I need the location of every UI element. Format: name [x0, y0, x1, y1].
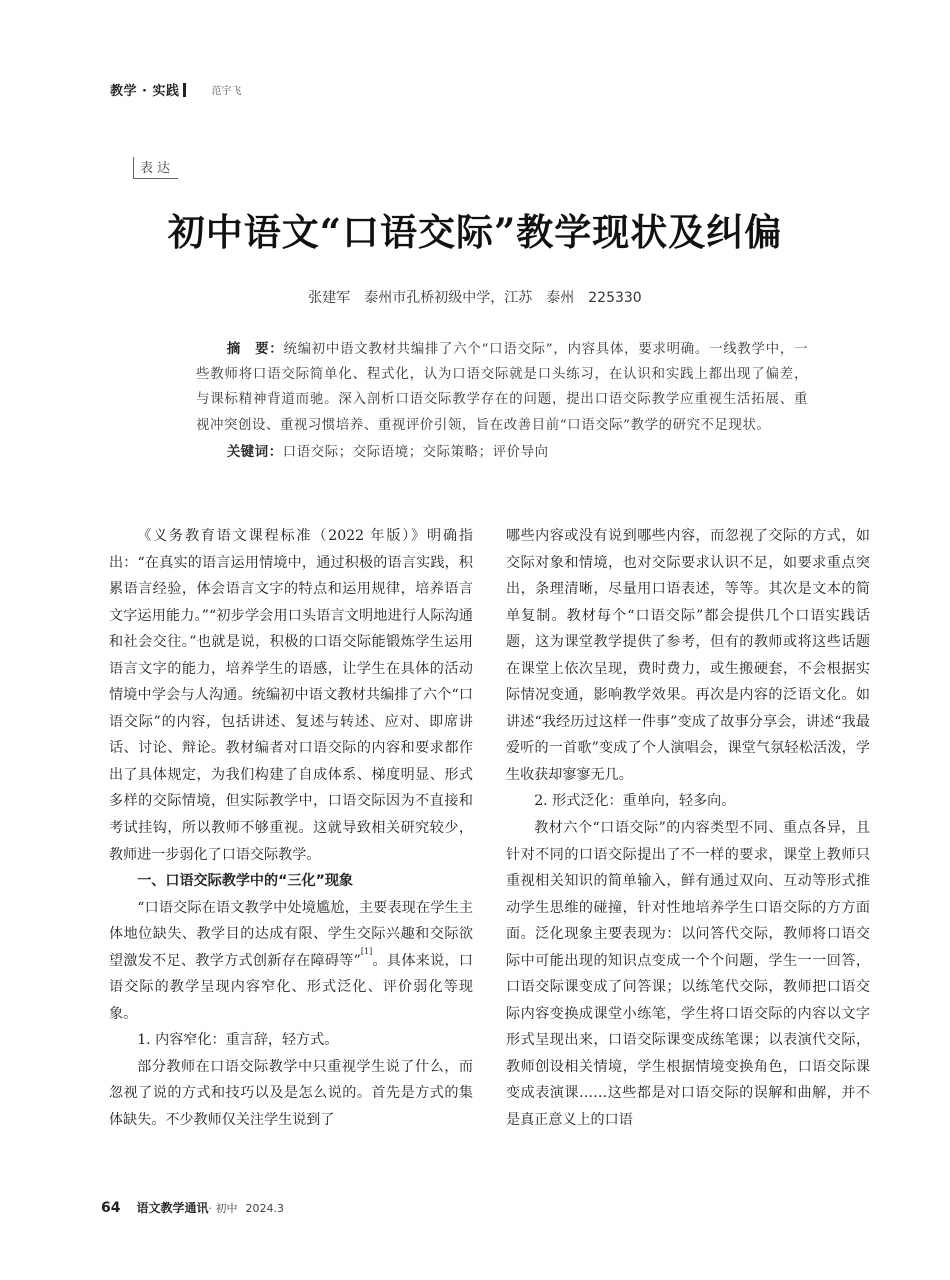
article-title: 初中语文“口语交际”教学现状及纠偏 — [167, 210, 783, 254]
running-header — [110, 80, 242, 99]
paragraph: 哪些内容或没有说到哪些内容，而忽视了交际的方式，如交际对象和情境，也对交际要求认识不足，如要求重点突出，条理清晰，尽量用口语表述，等等。其次是文本的简单复制。教材每个“口语交际”都会提供几个口语实践话题，这为课堂教学提供了参考，但有的教师或将这些话题在课堂上依次呈现，费时费力，或生搬硬套，不会根据实际情况变通，影响教学效果。再次是内容的泛语文化。如讲述“我经历过这样一件事”变成了故事分享会，讲述“我最爱听的一首歌”变成了个人演唱会，课堂气氛轻松活泼，学生收获却寥寥无几。 — [506, 528, 870, 783]
citation-ref: [1] — [360, 946, 373, 956]
section-heading: 一、口语交际教学中的“三化”现象 — [137, 873, 354, 890]
paragraph — [109, 895, 473, 1028]
column-tag: 表达 — [133, 157, 178, 179]
page-number: 64 — [101, 1200, 121, 1216]
abstract-label: 摘 要： — [226, 342, 284, 357]
left-column — [109, 523, 473, 1134]
subheading: 1. 内容窄化：重言辞，轻方式。 — [137, 1032, 339, 1049]
editor-name: 范宇飞 — [211, 86, 242, 97]
subheading: 2. 形式泛化：重单向，轻多向。 — [534, 793, 736, 810]
section-label: 教学 · 实践 — [110, 84, 180, 99]
header-bar — [183, 83, 186, 97]
journal-section: · 初中 — [208, 1202, 238, 1215]
author-line: 张建军 泰州市孔桥初级中学，江苏 泰州 225330 — [308, 290, 642, 306]
paragraph-text: “口语交际在语文教学中处境尴尬，主要表现在学生主体地位缺失、教学目的达成有限、学生交际兴趣和交际欲望激发不足、教学方式创新存在障碍等” — [109, 899, 473, 969]
journal-name: 语文教学通讯 — [136, 1201, 209, 1215]
paragraph: 《义务教育语文课程标准（2022 年版）》明确指出：“在真实的语言运用情境中，通过积极的语言实践，积累语言经验，体会语言文字的特点和运用规律，培养语言文字运用能力。”“初步学会用口头语言文明地进行人际沟通和社会交往。”也就是说，积极的口语交际能锻炼学生运用语言文字的能力，培养学生的语感，让学生在具体的活动情境中学会与人沟通。统编初中语文教材共编排了六个“口语交际”的内容，包括讲述、复述与转述、应对、即席讲话、讨论、辩论。教材编者对口语交际的内容和要求都作出了具体规定，为我们构建了自成体系、梯度明显、形式多样的交际情境，但实际教学中，口语交际因为不直接和考试挂钩，所以教师不够重视。这就导致相关研究较少，教师进一步弱化了口语交际教学。 — [109, 528, 473, 863]
keywords-label: 关键词： — [226, 444, 283, 460]
abstract — [196, 337, 808, 465]
paragraph-text: 。具体来说，口语交际的教学呈现内容窄化、形式泛化、评价弱化等现象。 — [109, 952, 473, 1022]
keywords — [196, 440, 808, 465]
paragraph: 教材六个“口语交际”的内容类型不同、重点各异，且针对不同的口语交际提出了不一样的要求，课堂上教师只重视相关知识的简单输入，鲜有通过双向、互动等形式推动学生思维的碰撞，针对性地培养学生口语交际的方方面面。泛化现象主要表现为：以问答代交际，教师将口语交际中可能出现的知识点变成一个个问题，学生一一回答，口语交际课变成了问答课；以练笔代交际，教师把口语交际内容变换成课堂小练笔，学生将口语交际的内容以文字形式呈现出来，口语交际课变成练笔课；以表演代交际，教师创设相关情境，学生根据情境变换角色，口语交际课变成表演课……这些都是对口语交际的误解和曲解，并不是真正意义上的口语 — [506, 820, 870, 1129]
footer — [101, 1199, 284, 1216]
paragraph: 部分教师在口语交际教学中只重视学生说了什么，而忽视了说的方式和技巧以及是怎么说的。首先是方式的集体缺失。不少教师仅关注学生说到了 — [109, 1058, 473, 1129]
issue-date: 2024.3 — [245, 1202, 284, 1215]
keywords-text: 口语交际；交际语境；交际策略；评价导向 — [282, 444, 549, 460]
abstract-text: 统编初中语文教材共编排了六个“口语交际”，内容具体，要求明确。一线教学中，一些教师将口语交际简单化、程式化，认为口语交际就是口头练习，在认识和实践上都出现了偏差，与课标精神背道而驰。深入剖析口语交际教学存在的问题，提出口语交际教学应重视生活拓展、重视冲突创设、重视习惯培养、重视评价引领，旨在改善目前“口语交际”教学的研究不足现状。 — [196, 342, 808, 433]
right-column — [506, 523, 870, 1134]
